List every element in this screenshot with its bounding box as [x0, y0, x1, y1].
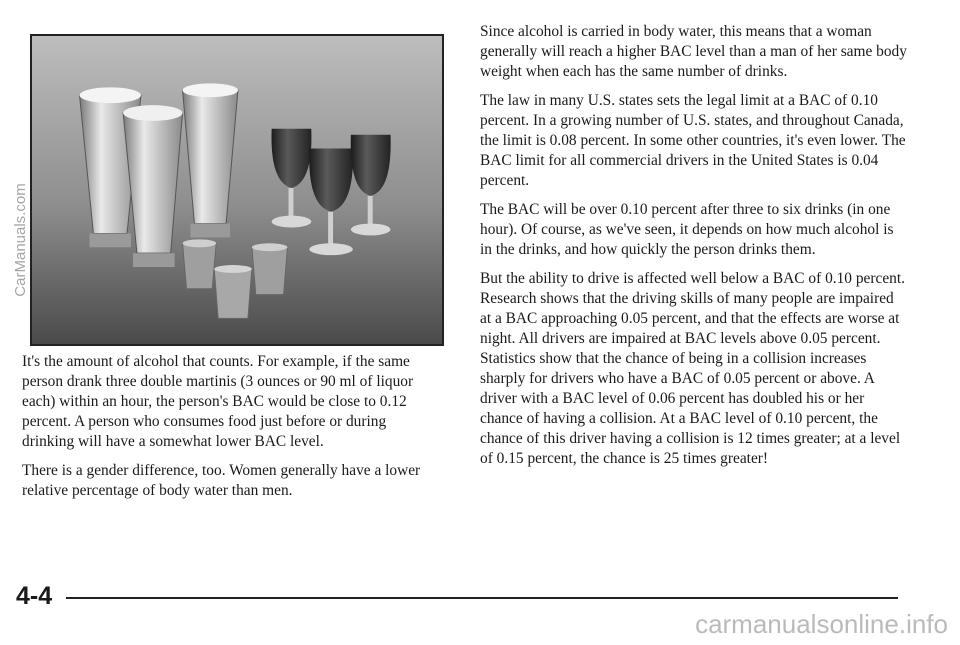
paragraph: Since alcohol is carried in body water, this means that a woman generally will reach a higher BAC level than a man of her same body weight when each has the same number of drinks. [480, 23, 907, 80]
paragraph: There is a gender difference, too. Women generally have a lower relative percentage of body water than men. [22, 462, 421, 499]
footer-rule [66, 597, 898, 599]
drinks-photo [30, 34, 444, 346]
right-column [480, 22, 908, 478]
left-column [22, 352, 432, 510]
bottom-watermark: carmanualsonline.info [695, 609, 948, 639]
side-watermark: CarManuals.com [12, 183, 29, 297]
page-number: 4-4 [16, 582, 53, 610]
drinks-illustration [32, 36, 442, 344]
paragraph: The BAC will be over 0.10 percent after three to six drinks (in one hour). Of course, as we've seen, it depends on how much alcohol is in the drinks, and how quickly the person drinks them. [480, 201, 894, 258]
paragraph: But the ability to drive is affected well below a BAC of 0.10 percent. Research shows that the driving skills of many people are impaired at a BAC approaching 0.05 percent, and that the effects are worse at night. All drivers are impaired at BAC levels above 0.05 percent. Statistics show that the chance of being in a collision increases sharply for drivers who have a BAC of 0.05 percent or above. A driver with a BAC level of 0.06 percent has doubled his or her chance of having a collision. At a BAC level of 0.10 percent, the chance of this driver having a collision is 12 times greater; at a level of 0.15 percent, the chance is 25 times greater! [480, 270, 905, 467]
paragraph: It's the amount of alcohol that counts. For example, if the same person drank three double martinis (3 ounces or 90 ml of liquor each) within an hour, the person's BAC would be close to 0.12 percent. A person who consumes food just before or during drinking will have a somewhat lower BAC level. [22, 353, 414, 450]
paragraph: The law in many U.S. states sets the legal limit at a BAC of 0.10 percent. In a growing number of U.S. states, and throughout Canada, the limit is 0.08 percent. In some other countries, it's even lower. The BAC limit for all commercial drivers in the United States is 0.04 percent. [480, 92, 906, 189]
